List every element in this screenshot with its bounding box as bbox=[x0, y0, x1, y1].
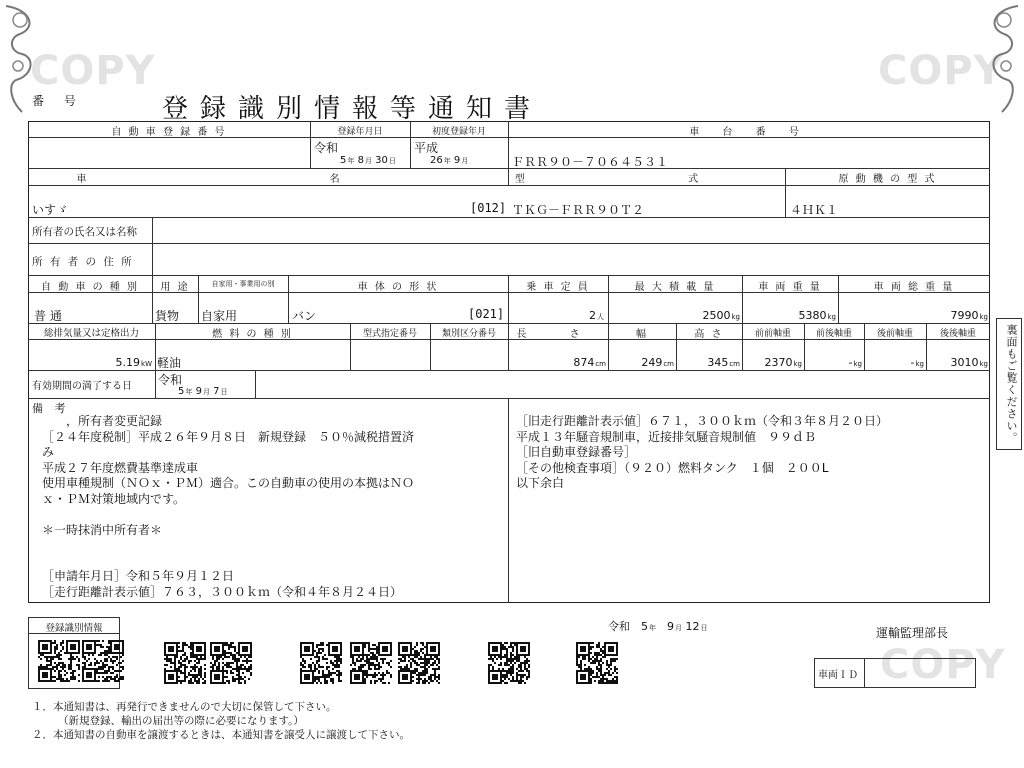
fr-axle-header: 前後軸重 bbox=[815, 329, 852, 339]
remarks-line: ＊一時抹消中所有者＊ bbox=[42, 522, 163, 537]
footnote-1: １．本通知書は、再発行できませんので大切に保管して下さい。 bbox=[32, 701, 337, 713]
number-label: 番 号 bbox=[32, 94, 84, 108]
length-value: 874cm bbox=[573, 356, 606, 369]
reg-date-era: 令和 bbox=[314, 141, 339, 155]
remarks-line bbox=[42, 538, 414, 554]
width-value: 249cm bbox=[641, 356, 674, 369]
first-reg-header: 初度登録年月 bbox=[431, 127, 486, 137]
gross-weight-header: 車 両 総 重 量 bbox=[873, 282, 955, 293]
vehicle-id-label: 車両ＩＤ bbox=[818, 670, 858, 681]
qr-code-icon bbox=[300, 642, 342, 684]
remarks-left bbox=[42, 414, 414, 600]
vehicle-weight-header: 車 両 重 量 bbox=[758, 282, 822, 293]
width-header: 幅 bbox=[636, 329, 648, 340]
car-name-header: 車 名 bbox=[76, 174, 460, 185]
remarks-right bbox=[516, 414, 888, 492]
copy-watermark: COPY bbox=[880, 642, 1006, 688]
copy-watermark: COPY bbox=[878, 48, 1004, 94]
expiry-era: 令和 bbox=[158, 373, 183, 387]
capacity-header: 乗 車 定 員 bbox=[526, 282, 590, 293]
document-title: 登録識別情報等通知書 bbox=[162, 94, 543, 124]
body-shape-header: 車 体 の 形 状 bbox=[357, 282, 439, 293]
height-header: 高 さ bbox=[694, 329, 724, 340]
qr-code-icon bbox=[210, 642, 252, 684]
private-business-header: 自家用・事業用の別 bbox=[211, 280, 275, 288]
rr-axle-header: 後後軸重 bbox=[939, 329, 976, 339]
use-value: 貨物 bbox=[155, 309, 180, 323]
side-note: 裏面もご覧ください。 bbox=[1005, 324, 1018, 444]
corner-ornament-icon bbox=[982, 4, 1022, 114]
remarks-line: み bbox=[42, 445, 55, 459]
remarks-line: 平成２７年度燃費基準達成車 bbox=[42, 460, 199, 475]
expiry-header: 有効期間の満了する日 bbox=[32, 381, 132, 392]
remarks-header: 備 考 bbox=[32, 402, 70, 415]
private-business-value: 自家用 bbox=[201, 309, 238, 323]
chassis-value: ＦＲＲ９０－７０６４５３１ bbox=[512, 155, 669, 169]
remarks-line: ［申請年月日］令和５年９月１２日 bbox=[42, 569, 235, 583]
remarks-line: 以下余白 bbox=[516, 476, 565, 490]
first-reg-era: 平成 bbox=[414, 141, 439, 155]
vehicle-weight-value: 5380kg bbox=[798, 309, 836, 322]
remarks-line: ［旧走行距離計表示値］６７１，３００ｋｍ（令和３年８月２０日） bbox=[516, 414, 889, 428]
model-code: [012] bbox=[470, 201, 507, 215]
remarks-line: ［その他検査事項］（９２０）燃料タンク １個 ２００L bbox=[516, 460, 829, 475]
remarks-line: 平成１３年騒音規制車，近接排気騒音規制値 ９９ｄＢ bbox=[516, 429, 817, 444]
remarks-line: 使用車種規制（ＮＯｘ・ＰＭ）適合。この自動車の使用の本拠はＮＯ bbox=[42, 476, 415, 490]
rf-axle-value: -kg bbox=[910, 356, 924, 369]
category-number-header: 類別区分番号 bbox=[441, 329, 496, 339]
issue-date: 令和 5年 9月 12日 bbox=[608, 620, 708, 633]
rr-axle-value: 3010kg bbox=[950, 356, 988, 369]
gross-weight-value: 7990kg bbox=[950, 309, 988, 322]
ff-axle-value: 2370kg bbox=[764, 356, 802, 369]
qr-label: 登録識別情報 bbox=[45, 623, 103, 634]
use-header: 用 途 bbox=[160, 282, 190, 293]
reg-date-value: 5年 8月 30日 bbox=[340, 155, 396, 166]
qr-code-icon bbox=[398, 642, 440, 684]
remarks-line: ［走行距離計表示値］７６３，３００ｋｍ（令和４年８月２４日） bbox=[42, 584, 403, 599]
fuel-header: 燃 料 の 種 別 bbox=[212, 329, 293, 340]
max-load-header: 最 大 積 載 量 bbox=[634, 282, 716, 293]
fr-axle-value: -kg bbox=[848, 356, 862, 369]
displacement-value: 5.19kW bbox=[115, 356, 152, 369]
qr-code-icon bbox=[488, 642, 530, 684]
displacement-header: 総排気量又は定格出力 bbox=[43, 328, 139, 339]
car-type-header: 自 動 車 の 種 別 bbox=[41, 282, 139, 293]
height-value: 345cm bbox=[707, 356, 740, 369]
authority: 運輸監理部長 bbox=[876, 626, 949, 640]
owner-name-label: 所有者の氏名又は名称 bbox=[32, 226, 137, 238]
remarks-line bbox=[42, 554, 414, 570]
remarks-line: ，所有者変更記録 bbox=[42, 414, 163, 428]
qr-code-icon bbox=[350, 642, 392, 684]
car-name-value: いすゞ bbox=[32, 203, 69, 217]
rf-axle-header: 後前軸重 bbox=[876, 329, 913, 339]
ff-axle-header: 前前軸重 bbox=[754, 329, 791, 339]
body-code: [021] bbox=[468, 307, 505, 321]
remarks-line: ［旧自動車登録番号］ bbox=[516, 445, 637, 459]
capacity-value: 2人 bbox=[589, 309, 604, 322]
copy-watermark: COPY bbox=[30, 48, 156, 94]
type-designation-header: 型式指定番号 bbox=[362, 329, 417, 339]
fuel-value: 軽油 bbox=[157, 356, 182, 370]
first-reg-value: 26年 9月 bbox=[430, 155, 469, 166]
remarks-line: ［２４年度税制］平成２６年９月８日 新規登録 ５０％減税措置済 bbox=[42, 429, 415, 444]
footnote-2: （新規登録、輸出の届出等の際に必要になります。） bbox=[58, 715, 304, 727]
chassis-header: 車 台 番 号 bbox=[689, 127, 809, 138]
footnote-3: ２．本通知書の自動車を譲渡するときは、本通知書を譲受人に譲渡して下さい。 bbox=[32, 729, 410, 741]
qr-code-icon bbox=[576, 642, 618, 684]
qr-code-icon bbox=[38, 640, 80, 682]
owner-address-label: 所 有 者 の 住 所 bbox=[32, 256, 134, 268]
length-header: 長 さ bbox=[516, 329, 600, 340]
remarks-line bbox=[42, 507, 414, 523]
model-header: 型 式 bbox=[514, 174, 779, 185]
qr-code-icon bbox=[164, 642, 206, 684]
reg-date-header: 登録年月日 bbox=[337, 127, 383, 137]
max-load-value: 2500kg bbox=[702, 309, 740, 322]
remarks-line: ｘ・ＰＭ対策地域内です。 bbox=[42, 491, 186, 506]
reg-number-header: 自 動 車 登 録 番 号 bbox=[111, 127, 227, 138]
engine-model-header: 原 動 機 の 型 式 bbox=[838, 174, 937, 185]
model-value: ＴＫＧ－ＦＲＲ９０Ｔ２ bbox=[512, 203, 645, 217]
engine-model-value: ４ＨＫ１ bbox=[790, 203, 839, 217]
qr-code-icon bbox=[82, 640, 124, 682]
car-type-value: 普 通 bbox=[34, 309, 62, 323]
body-shape-value: バン bbox=[292, 309, 317, 323]
expiry-value: 5年 9月 7日 bbox=[178, 386, 228, 397]
